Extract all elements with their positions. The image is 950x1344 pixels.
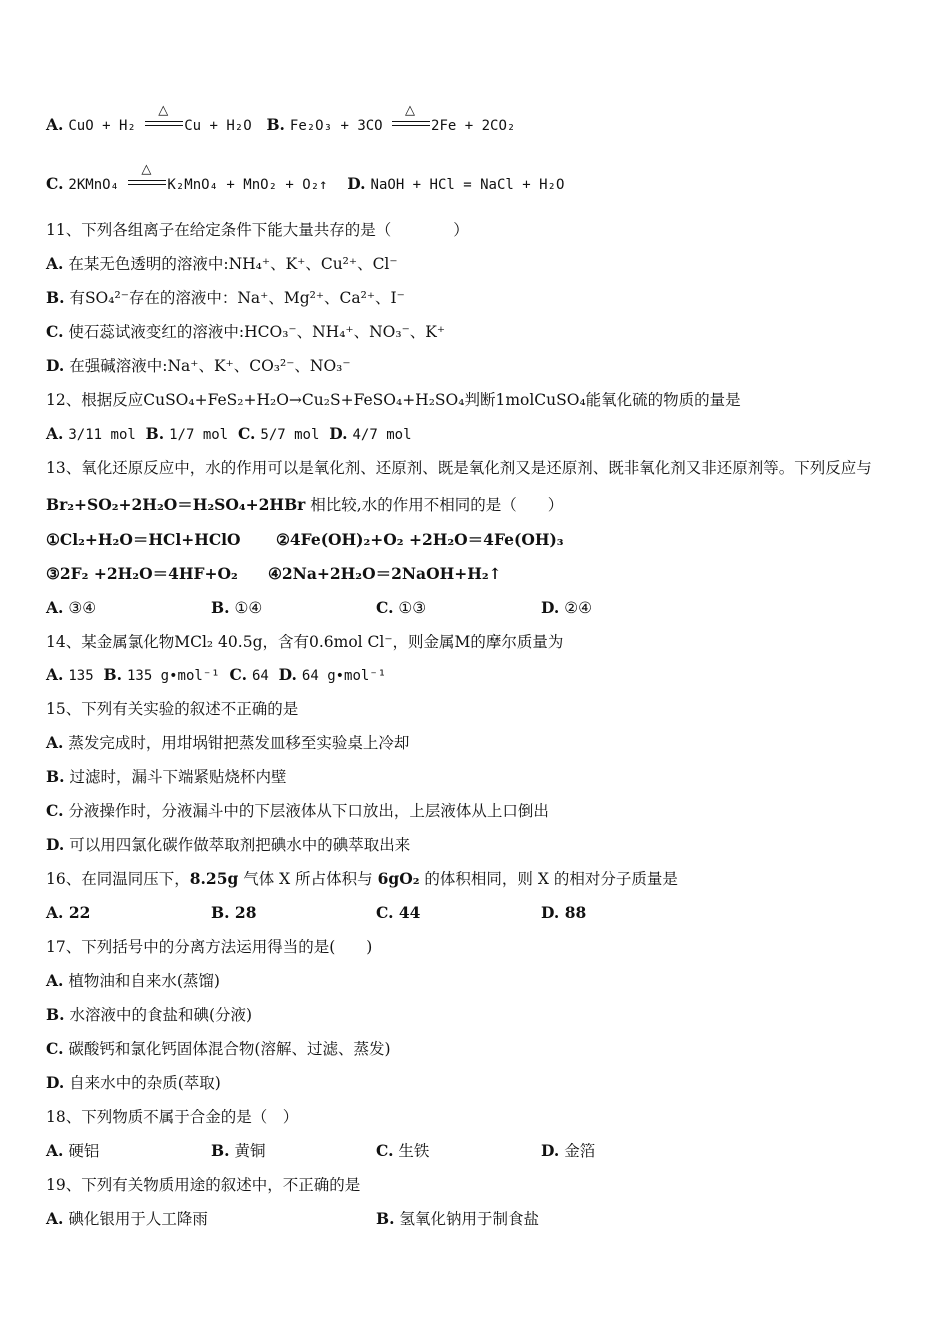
q11-option-c: C. 使石蕊试液变红的溶液中:HCO₃⁻、NH₄⁺、NO₃⁻、K⁺: [46, 322, 446, 341]
heating-arrow: [128, 162, 166, 191]
q10-option-row-ab: [46, 103, 516, 136]
q12-option-a: 3/11 mol: [68, 427, 136, 443]
heating-arrow: [145, 103, 183, 132]
q12-option-b: 1/7 mol: [169, 427, 229, 443]
q13-reaction-3: ③2F₂ +2H₂O＝4HF+O₂: [46, 564, 238, 583]
heat-triangle-icon: △: [405, 103, 416, 118]
q10-c-lhs: 2KMnO₄: [68, 177, 128, 193]
q16-stem: 16、在同温同压下，8.25g 气体 X 所占体积与 6gO₂ 的体积相同，则 X 的相对分子质量是: [46, 869, 678, 888]
q11-option-b: B. 有SO₄²⁻存在的溶液中：Na⁺、Mg²⁺、Ca²⁺、I⁻: [46, 288, 405, 307]
q19-option-b: B. 氢氧化钠用于制食盐: [376, 1209, 539, 1228]
q17-option-b: B. 水溶液中的食盐和碘(分液): [46, 1005, 253, 1024]
q13-reference-equation: Br₂+SO₂+2H₂O＝H₂SO₄+2HBr: [46, 495, 306, 514]
q10-b-rhs: 2Fe + 2CO₂: [431, 118, 516, 134]
q13-option-c: C. ①③: [376, 598, 427, 617]
q17-option-c: C. 碳酸钙和氯化钙固体混合物(溶解、过滤、蒸发): [46, 1039, 391, 1058]
q13-option-d: D. ②④: [541, 598, 593, 617]
q17-option-d: D. 自来水中的杂质(萃取): [46, 1073, 221, 1092]
q12-stem: 12、根据反应CuSO₄+FeS₂+H₂O→Cu₂S+FeSO₄+H₂SO₄判断1molCuSO₄能氧化硫的物质的量是: [46, 391, 741, 409]
q13-stem-line2: Br₂+SO₂+2H₂O＝H₂SO₄+2HBr 相比较,水的作用不相同的是（ ）: [46, 495, 564, 514]
q13-reaction-1: ①Cl₂+H₂O＝HCl+HClO: [46, 530, 241, 549]
q17-stem: 17、下列括号中的分离方法运用得当的是( ): [46, 938, 373, 956]
q16-option-c: C. 44: [376, 903, 421, 922]
q19-option-a: A. 碘化银用于人工降雨: [46, 1209, 208, 1228]
heat-triangle-icon: △: [158, 103, 169, 118]
q12-option-c: 5/7 mol: [260, 427, 320, 443]
q14-option-c: 64: [251, 668, 269, 684]
q13-option-a: A. ③④: [46, 598, 97, 617]
q16-option-a: A. 22: [46, 903, 91, 922]
q13-stem-line1: 13、氧化还原反应中，水的作用可以是氧化剂、还原剂、既是氧化剂又是还原剂、既非氧化剂又非还原剂等。下列反应与: [46, 459, 872, 477]
q15-option-c: C. 分液操作时，分液漏斗中的下层液体从下口放出，上层液体从上口倒出: [46, 801, 549, 820]
heating-arrow: [392, 103, 430, 132]
q12-option-d: 4/7 mol: [352, 427, 412, 443]
q18-option-b: B. 黄铜: [211, 1141, 266, 1160]
q14-option-a: 135: [68, 668, 94, 684]
q10-b-lhs: Fe₂O₃ + 3CO: [289, 118, 392, 134]
q12-options: A. 3/11 mol B. 1/7 mol C. 5/7 mol D. 4/7 mol: [46, 424, 412, 443]
q10-d-label: D.: [347, 174, 366, 193]
q19-stem: 19、下列有关物质用途的叙述中，不正确的是: [46, 1176, 361, 1194]
q13-option-b: B. ①④: [211, 598, 263, 617]
heat-triangle-icon: △: [141, 162, 152, 177]
q11-option-d: D. 在强碱溶液中:Na⁺、K⁺、CO₃²⁻、NO₃⁻: [46, 356, 351, 375]
q10-a-rhs: Cu + H₂O: [184, 118, 252, 134]
q15-option-a: A. 蒸发完成时，用坩埚钳把蒸发皿移至实验桌上冷却: [46, 733, 410, 752]
q17-option-a: A. 植物油和自来水(蒸馏): [46, 971, 220, 990]
q18-stem: 18、下列物质不属于合金的是（ ）: [46, 1108, 299, 1126]
q15-option-b: B. 过滤时，漏斗下端紧贴烧杯内壁: [46, 767, 287, 786]
q13-reaction-2: ②4Fe(OH)₂+O₂ +2H₂O＝4Fe(OH)₃: [276, 530, 564, 549]
q14-stem: 14、某金属氯化物MCl₂ 40.5g，含有0.6mol Cl⁻，则金属M的摩尔质量为: [46, 633, 564, 651]
q10-c-rhs: K₂MnO₄ + MnO₂ + O₂↑: [167, 177, 328, 193]
q10-b-label: B.: [266, 115, 285, 134]
q18-option-a: A. 硬铝: [46, 1141, 100, 1160]
q18-option-d: D. 金箔: [541, 1141, 596, 1160]
q11-stem: 11、下列各组离子在给定条件下能大量共存的是（ ）: [46, 221, 469, 239]
q14-option-b: 135 g•mol⁻¹: [126, 668, 220, 684]
q15-stem: 15、下列有关实验的叙述不正确的是: [46, 700, 299, 718]
q16-option-d: D. 88: [541, 903, 587, 922]
q10-c-label: C.: [46, 174, 64, 193]
q18-option-c: C. 生铁: [376, 1141, 430, 1160]
q16-option-b: B. 28: [211, 903, 257, 922]
q14-options: A. 135 B. 135 g•mol⁻¹ C. 64 D. 64 g•mol⁻¹: [46, 665, 387, 684]
q13-reaction-4: ④2Na+2H₂O＝2NaOH+H₂↑: [268, 564, 502, 583]
q10-a-lhs: CuO + H₂: [68, 118, 145, 134]
q10-a-label: A.: [46, 115, 64, 134]
q15-option-d: D. 可以用四氯化碳作做萃取剂把碘水中的碘萃取出来: [46, 835, 411, 854]
q10-d-text: NaOH + HCl = NaCl + H₂O: [370, 177, 565, 193]
q14-option-d: 64 g•mol⁻¹: [301, 668, 387, 684]
q11-option-a: A. 在某无色透明的溶液中:NH₄⁺、K⁺、Cu²⁺、Cl⁻: [46, 254, 398, 273]
q10-option-row-cd: [46, 162, 565, 195]
